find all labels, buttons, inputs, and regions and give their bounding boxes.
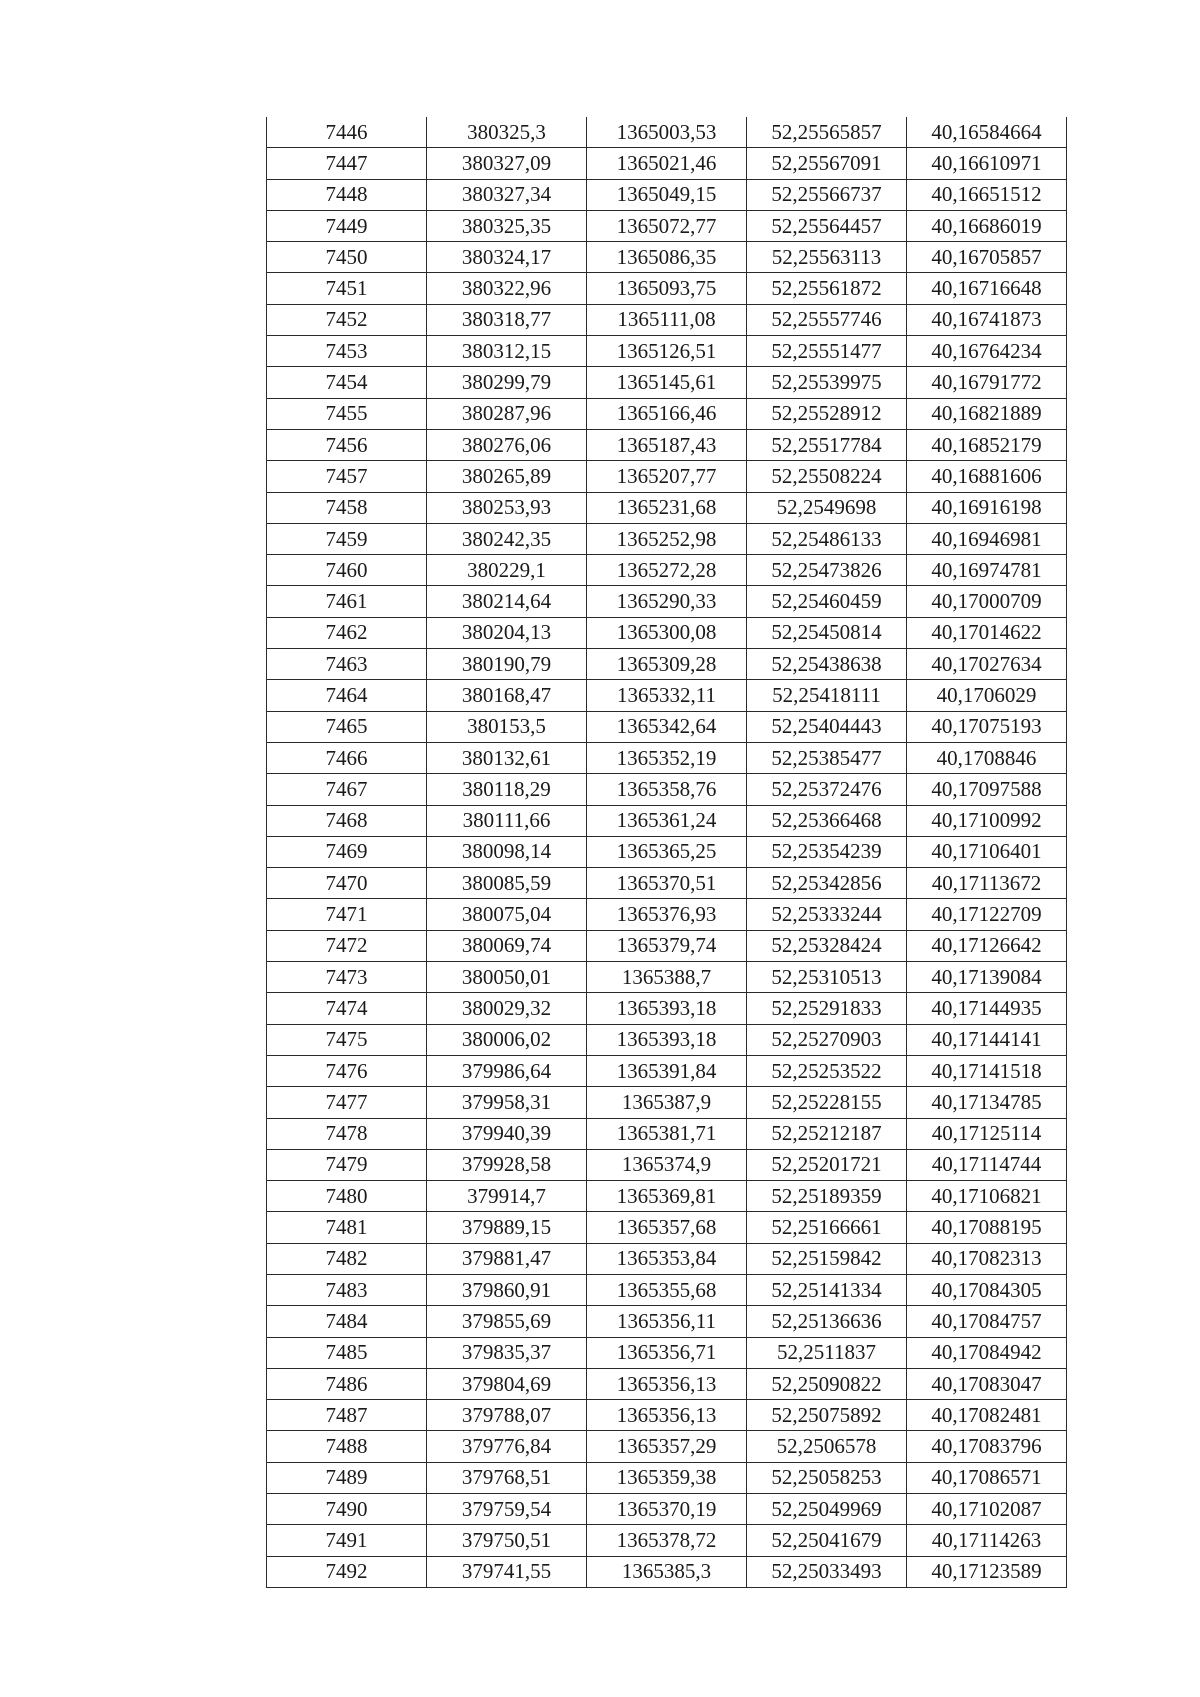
longitude-cell: 40,17144141: [907, 1024, 1067, 1055]
y-coordinate-cell: 1365388,7: [587, 962, 747, 993]
table-row: [267, 1149, 1067, 1180]
point-number-cell: 7467: [267, 774, 427, 805]
y-coordinate-cell: 1365352,19: [587, 742, 747, 773]
point-number-cell: 7453: [267, 336, 427, 367]
longitude-cell: 40,16716648: [907, 273, 1067, 304]
point-number-cell: 7477: [267, 1087, 427, 1118]
table-body: [267, 117, 1067, 1587]
point-number-cell: 7457: [267, 461, 427, 492]
point-number-cell: 7472: [267, 930, 427, 961]
latitude-cell: 52,25328424: [747, 930, 907, 961]
x-coordinate-cell: 380229,1: [427, 555, 587, 586]
longitude-cell: 40,17113672: [907, 868, 1067, 899]
longitude-cell: 40,16705857: [907, 242, 1067, 273]
point-number-cell: 7471: [267, 899, 427, 930]
y-coordinate-cell: 1365086,35: [587, 242, 747, 273]
longitude-cell: 40,17083047: [907, 1368, 1067, 1399]
x-coordinate-cell: 379759,54: [427, 1494, 587, 1525]
y-coordinate-cell: 1365187,43: [587, 429, 747, 460]
point-number-cell: 7460: [267, 555, 427, 586]
longitude-cell: 40,17000709: [907, 586, 1067, 617]
latitude-cell: 52,25049969: [747, 1494, 907, 1525]
x-coordinate-cell: 379855,69: [427, 1306, 587, 1337]
x-coordinate-cell: 380132,61: [427, 742, 587, 773]
x-coordinate-cell: 380075,04: [427, 899, 587, 930]
y-coordinate-cell: 1365356,71: [587, 1337, 747, 1368]
x-coordinate-cell: 380325,35: [427, 210, 587, 241]
y-coordinate-cell: 1365385,3: [587, 1556, 747, 1587]
latitude-cell: 52,25473826: [747, 555, 907, 586]
table-row: [267, 1556, 1067, 1587]
longitude-cell: 40,16791772: [907, 367, 1067, 398]
point-number-cell: 7481: [267, 1212, 427, 1243]
x-coordinate-cell: 380322,96: [427, 273, 587, 304]
latitude-cell: 52,25075892: [747, 1400, 907, 1431]
latitude-cell: 52,25291833: [747, 993, 907, 1024]
latitude-cell: 52,25058253: [747, 1462, 907, 1493]
y-coordinate-cell: 1365166,46: [587, 398, 747, 429]
table-row: [267, 1118, 1067, 1149]
x-coordinate-cell: 380153,5: [427, 711, 587, 742]
y-coordinate-cell: 1365353,84: [587, 1243, 747, 1274]
x-coordinate-cell: 379788,07: [427, 1400, 587, 1431]
latitude-cell: 52,25270903: [747, 1024, 907, 1055]
x-coordinate-cell: 380111,66: [427, 805, 587, 836]
x-coordinate-cell: 380312,15: [427, 336, 587, 367]
y-coordinate-cell: 1365003,53: [587, 117, 747, 148]
latitude-cell: 52,25159842: [747, 1243, 907, 1274]
latitude-cell: 52,2506578: [747, 1431, 907, 1462]
table-row: [267, 1181, 1067, 1212]
y-coordinate-cell: 1365393,18: [587, 993, 747, 1024]
y-coordinate-cell: 1365370,51: [587, 868, 747, 899]
table-row: [267, 1243, 1067, 1274]
x-coordinate-cell: 380324,17: [427, 242, 587, 273]
longitude-cell: 40,17084757: [907, 1306, 1067, 1337]
latitude-cell: 52,25189359: [747, 1181, 907, 1212]
y-coordinate-cell: 1365391,84: [587, 1055, 747, 1086]
point-number-cell: 7480: [267, 1181, 427, 1212]
y-coordinate-cell: 1365145,61: [587, 367, 747, 398]
x-coordinate-cell: 380006,02: [427, 1024, 587, 1055]
longitude-cell: 40,1708846: [907, 742, 1067, 773]
latitude-cell: 52,25228155: [747, 1087, 907, 1118]
x-coordinate-cell: 379804,69: [427, 1368, 587, 1399]
point-number-cell: 7447: [267, 148, 427, 179]
point-number-cell: 7451: [267, 273, 427, 304]
latitude-cell: 52,25253522: [747, 1055, 907, 1086]
latitude-cell: 52,25136636: [747, 1306, 907, 1337]
point-number-cell: 7486: [267, 1368, 427, 1399]
point-number-cell: 7450: [267, 242, 427, 273]
point-number-cell: 7459: [267, 523, 427, 554]
latitude-cell: 52,25564457: [747, 210, 907, 241]
x-coordinate-cell: 379914,7: [427, 1181, 587, 1212]
longitude-cell: 40,17075193: [907, 711, 1067, 742]
point-number-cell: 7489: [267, 1462, 427, 1493]
table-row: [267, 1368, 1067, 1399]
table-row: [267, 1024, 1067, 1055]
x-coordinate-cell: 380327,09: [427, 148, 587, 179]
longitude-cell: 40,16916198: [907, 492, 1067, 523]
longitude-cell: 40,17083796: [907, 1431, 1067, 1462]
latitude-cell: 52,25310513: [747, 962, 907, 993]
x-coordinate-cell: 379750,51: [427, 1525, 587, 1556]
table-row: [267, 868, 1067, 899]
point-number-cell: 7491: [267, 1525, 427, 1556]
longitude-cell: 40,16821889: [907, 398, 1067, 429]
point-number-cell: 7475: [267, 1024, 427, 1055]
latitude-cell: 52,25438638: [747, 649, 907, 680]
table-row: [267, 993, 1067, 1024]
y-coordinate-cell: 1365309,28: [587, 649, 747, 680]
latitude-cell: 52,25333244: [747, 899, 907, 930]
y-coordinate-cell: 1365365,25: [587, 836, 747, 867]
longitude-cell: 40,17106401: [907, 836, 1067, 867]
y-coordinate-cell: 1365093,75: [587, 273, 747, 304]
longitude-cell: 40,16584664: [907, 117, 1067, 148]
y-coordinate-cell: 1365393,18: [587, 1024, 747, 1055]
longitude-cell: 40,17082313: [907, 1243, 1067, 1274]
latitude-cell: 52,25141334: [747, 1274, 907, 1305]
latitude-cell: 52,25517784: [747, 429, 907, 460]
y-coordinate-cell: 1365049,15: [587, 179, 747, 210]
latitude-cell: 52,25539975: [747, 367, 907, 398]
table-row: [267, 774, 1067, 805]
table-row: [267, 962, 1067, 993]
longitude-cell: 40,17088195: [907, 1212, 1067, 1243]
table-row: [267, 836, 1067, 867]
x-coordinate-cell: 380242,35: [427, 523, 587, 554]
x-coordinate-cell: 380276,06: [427, 429, 587, 460]
longitude-cell: 40,17134785: [907, 1087, 1067, 1118]
y-coordinate-cell: 1365356,13: [587, 1400, 747, 1431]
y-coordinate-cell: 1365126,51: [587, 336, 747, 367]
latitude-cell: 52,25566737: [747, 179, 907, 210]
point-number-cell: 7454: [267, 367, 427, 398]
point-number-cell: 7483: [267, 1274, 427, 1305]
table-row: [267, 930, 1067, 961]
table-row: [267, 304, 1067, 335]
table-row: [267, 617, 1067, 648]
point-number-cell: 7490: [267, 1494, 427, 1525]
x-coordinate-cell: 380327,34: [427, 179, 587, 210]
longitude-cell: 40,17122709: [907, 899, 1067, 930]
longitude-cell: 40,17082481: [907, 1400, 1067, 1431]
table-row: [267, 429, 1067, 460]
x-coordinate-cell: 379768,51: [427, 1462, 587, 1493]
longitude-cell: 40,17123589: [907, 1556, 1067, 1587]
x-coordinate-cell: 380029,32: [427, 993, 587, 1024]
longitude-cell: 40,16686019: [907, 210, 1067, 241]
y-coordinate-cell: 1365231,68: [587, 492, 747, 523]
point-number-cell: 7487: [267, 1400, 427, 1431]
point-number-cell: 7461: [267, 586, 427, 617]
table-row: [267, 1462, 1067, 1493]
point-number-cell: 7478: [267, 1118, 427, 1149]
longitude-cell: 40,17126642: [907, 930, 1067, 961]
longitude-cell: 40,17014622: [907, 617, 1067, 648]
latitude-cell: 52,25551477: [747, 336, 907, 367]
latitude-cell: 52,25404443: [747, 711, 907, 742]
y-coordinate-cell: 1365379,74: [587, 930, 747, 961]
y-coordinate-cell: 1365370,19: [587, 1494, 747, 1525]
longitude-cell: 40,16610971: [907, 148, 1067, 179]
y-coordinate-cell: 1365358,76: [587, 774, 747, 805]
table-row: [267, 461, 1067, 492]
table-row: [267, 1400, 1067, 1431]
x-coordinate-cell: 380118,29: [427, 774, 587, 805]
table-row: [267, 523, 1067, 554]
x-coordinate-cell: 379835,37: [427, 1337, 587, 1368]
y-coordinate-cell: 1365355,68: [587, 1274, 747, 1305]
point-number-cell: 7464: [267, 680, 427, 711]
table-row: [267, 492, 1067, 523]
x-coordinate-cell: 380265,89: [427, 461, 587, 492]
x-coordinate-cell: 379776,84: [427, 1431, 587, 1462]
x-coordinate-cell: 379986,64: [427, 1055, 587, 1086]
longitude-cell: 40,17084942: [907, 1337, 1067, 1368]
table-row: [267, 711, 1067, 742]
longitude-cell: 40,16764234: [907, 336, 1067, 367]
table-row: [267, 148, 1067, 179]
longitude-cell: 40,17139084: [907, 962, 1067, 993]
point-number-cell: 7446: [267, 117, 427, 148]
point-number-cell: 7455: [267, 398, 427, 429]
latitude-cell: 52,25033493: [747, 1556, 907, 1587]
longitude-cell: 40,16974781: [907, 555, 1067, 586]
y-coordinate-cell: 1365359,38: [587, 1462, 747, 1493]
longitude-cell: 40,17027634: [907, 649, 1067, 680]
longitude-cell: 40,17144935: [907, 993, 1067, 1024]
y-coordinate-cell: 1365356,13: [587, 1368, 747, 1399]
point-number-cell: 7476: [267, 1055, 427, 1086]
y-coordinate-cell: 1365021,46: [587, 148, 747, 179]
y-coordinate-cell: 1365369,81: [587, 1181, 747, 1212]
point-number-cell: 7458: [267, 492, 427, 523]
table-row: [267, 336, 1067, 367]
x-coordinate-cell: 379860,91: [427, 1274, 587, 1305]
latitude-cell: 52,25565857: [747, 117, 907, 148]
longitude-cell: 40,16651512: [907, 179, 1067, 210]
longitude-cell: 40,17106821: [907, 1181, 1067, 1212]
point-number-cell: 7469: [267, 836, 427, 867]
table-row: [267, 1431, 1067, 1462]
latitude-cell: 52,25041679: [747, 1525, 907, 1556]
latitude-cell: 52,25090822: [747, 1368, 907, 1399]
table-row: [267, 649, 1067, 680]
point-number-cell: 7456: [267, 429, 427, 460]
longitude-cell: 40,17102087: [907, 1494, 1067, 1525]
point-number-cell: 7468: [267, 805, 427, 836]
point-number-cell: 7482: [267, 1243, 427, 1274]
table-row: [267, 367, 1067, 398]
point-number-cell: 7479: [267, 1149, 427, 1180]
x-coordinate-cell: 380050,01: [427, 962, 587, 993]
y-coordinate-cell: 1365356,11: [587, 1306, 747, 1337]
table-row: [267, 1274, 1067, 1305]
y-coordinate-cell: 1365381,71: [587, 1118, 747, 1149]
point-number-cell: 7485: [267, 1337, 427, 1368]
y-coordinate-cell: 1365342,64: [587, 711, 747, 742]
latitude-cell: 52,25385477: [747, 742, 907, 773]
point-number-cell: 7488: [267, 1431, 427, 1462]
longitude-cell: 40,17084305: [907, 1274, 1067, 1305]
longitude-cell: 40,17114263: [907, 1525, 1067, 1556]
point-number-cell: 7462: [267, 617, 427, 648]
latitude-cell: 52,25561872: [747, 273, 907, 304]
table-row: [267, 586, 1067, 617]
y-coordinate-cell: 1365361,24: [587, 805, 747, 836]
point-number-cell: 7448: [267, 179, 427, 210]
x-coordinate-cell: 379940,39: [427, 1118, 587, 1149]
point-number-cell: 7484: [267, 1306, 427, 1337]
point-number-cell: 7492: [267, 1556, 427, 1587]
table-row: [267, 179, 1067, 210]
latitude-cell: 52,25212187: [747, 1118, 907, 1149]
x-coordinate-cell: 380168,47: [427, 680, 587, 711]
longitude-cell: 40,17100992: [907, 805, 1067, 836]
latitude-cell: 52,25201721: [747, 1149, 907, 1180]
longitude-cell: 40,17097588: [907, 774, 1067, 805]
x-coordinate-cell: 380098,14: [427, 836, 587, 867]
latitude-cell: 52,25166661: [747, 1212, 907, 1243]
y-coordinate-cell: 1365374,9: [587, 1149, 747, 1180]
longitude-cell: 40,17125114: [907, 1118, 1067, 1149]
x-coordinate-cell: 380214,64: [427, 586, 587, 617]
y-coordinate-cell: 1365072,77: [587, 210, 747, 241]
coordinates-table: [266, 117, 1067, 1588]
table-row: [267, 555, 1067, 586]
latitude-cell: 52,25508224: [747, 461, 907, 492]
table-row: [267, 1525, 1067, 1556]
x-coordinate-cell: 380325,3: [427, 117, 587, 148]
y-coordinate-cell: 1365376,93: [587, 899, 747, 930]
point-number-cell: 7463: [267, 649, 427, 680]
y-coordinate-cell: 1365332,11: [587, 680, 747, 711]
x-coordinate-cell: 379928,58: [427, 1149, 587, 1180]
y-coordinate-cell: 1365272,28: [587, 555, 747, 586]
table-row: [267, 210, 1067, 241]
latitude-cell: 52,25557746: [747, 304, 907, 335]
y-coordinate-cell: 1365207,77: [587, 461, 747, 492]
table-row: [267, 1494, 1067, 1525]
y-coordinate-cell: 1365111,08: [587, 304, 747, 335]
longitude-cell: 40,17114744: [907, 1149, 1067, 1180]
x-coordinate-cell: 380069,74: [427, 930, 587, 961]
longitude-cell: 40,1706029: [907, 680, 1067, 711]
latitude-cell: 52,25342856: [747, 868, 907, 899]
latitude-cell: 52,25528912: [747, 398, 907, 429]
latitude-cell: 52,25372476: [747, 774, 907, 805]
x-coordinate-cell: 379741,55: [427, 1556, 587, 1587]
latitude-cell: 52,25567091: [747, 148, 907, 179]
y-coordinate-cell: 1365357,29: [587, 1431, 747, 1462]
table-row: [267, 273, 1067, 304]
table-row: [267, 117, 1067, 148]
table-row: [267, 242, 1067, 273]
longitude-cell: 40,16852179: [907, 429, 1067, 460]
latitude-cell: 52,25366468: [747, 805, 907, 836]
latitude-cell: 52,25460459: [747, 586, 907, 617]
point-number-cell: 7474: [267, 993, 427, 1024]
table-row: [267, 899, 1067, 930]
latitude-cell: 52,2549698: [747, 492, 907, 523]
latitude-cell: 52,25450814: [747, 617, 907, 648]
y-coordinate-cell: 1365378,72: [587, 1525, 747, 1556]
x-coordinate-cell: 380287,96: [427, 398, 587, 429]
y-coordinate-cell: 1365387,9: [587, 1087, 747, 1118]
y-coordinate-cell: 1365252,98: [587, 523, 747, 554]
table-row: [267, 742, 1067, 773]
latitude-cell: 52,25354239: [747, 836, 907, 867]
longitude-cell: 40,17086571: [907, 1462, 1067, 1493]
table-row: [267, 1055, 1067, 1086]
table-row: [267, 398, 1067, 429]
x-coordinate-cell: 380204,13: [427, 617, 587, 648]
x-coordinate-cell: 380085,59: [427, 868, 587, 899]
latitude-cell: 52,25486133: [747, 523, 907, 554]
longitude-cell: 40,16741873: [907, 304, 1067, 335]
point-number-cell: 7465: [267, 711, 427, 742]
point-number-cell: 7473: [267, 962, 427, 993]
longitude-cell: 40,16881606: [907, 461, 1067, 492]
x-coordinate-cell: 379889,15: [427, 1212, 587, 1243]
table-row: [267, 1306, 1067, 1337]
table-row: [267, 805, 1067, 836]
table-row: [267, 680, 1067, 711]
longitude-cell: 40,17141518: [907, 1055, 1067, 1086]
point-number-cell: 7449: [267, 210, 427, 241]
table-row: [267, 1087, 1067, 1118]
x-coordinate-cell: 380190,79: [427, 649, 587, 680]
table-row: [267, 1212, 1067, 1243]
longitude-cell: 40,16946981: [907, 523, 1067, 554]
x-coordinate-cell: 380253,93: [427, 492, 587, 523]
x-coordinate-cell: 380318,77: [427, 304, 587, 335]
table-row: [267, 1337, 1067, 1368]
x-coordinate-cell: 379881,47: [427, 1243, 587, 1274]
latitude-cell: 52,2511837: [747, 1337, 907, 1368]
y-coordinate-cell: 1365290,33: [587, 586, 747, 617]
y-coordinate-cell: 1365300,08: [587, 617, 747, 648]
point-number-cell: 7452: [267, 304, 427, 335]
point-number-cell: 7466: [267, 742, 427, 773]
x-coordinate-cell: 380299,79: [427, 367, 587, 398]
latitude-cell: 52,25418111: [747, 680, 907, 711]
y-coordinate-cell: 1365357,68: [587, 1212, 747, 1243]
point-number-cell: 7470: [267, 868, 427, 899]
x-coordinate-cell: 379958,31: [427, 1087, 587, 1118]
latitude-cell: 52,25563113: [747, 242, 907, 273]
